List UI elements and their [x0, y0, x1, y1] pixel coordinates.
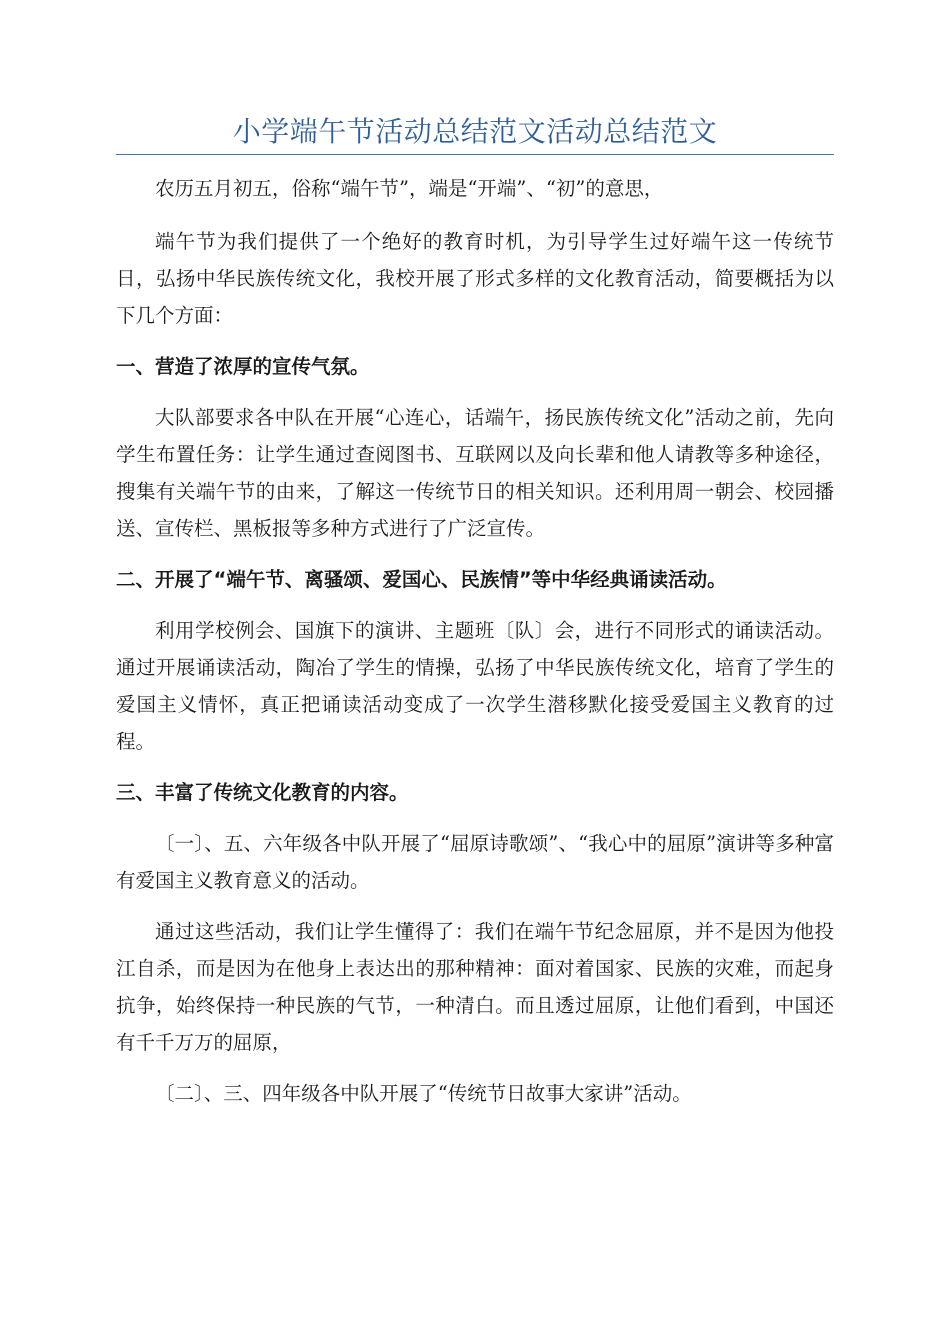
document-body [116, 170, 834, 1112]
document-title: 小学端午节活动总结范文活动总结范文 [232, 115, 718, 148]
paragraph-intro: 农历五月初五，俗称“端午节”，端是“开端”、“初”的意思， [155, 177, 664, 200]
paragraph-section-1: 大队部要求各中队在开展“心连心，话端午，扬民族传统文化”活动之前，先向学生布置任务：让学生通过查阅图书、互联网以及向长辈和他人请教等多种途径，搜集有关端午节的由来，了解这一传统节日的相关知识。还利用周一朝会、校园播送、宣传栏、黑板报等多种方式进行了广泛宣传。 [116, 406, 834, 540]
section-heading-3: 三、丰富了传统文化教育的内容。 [116, 781, 409, 804]
paragraph-item-1: 〔一〕、五、六年级各中队开展了“屈原诗歌颂”、“我心中的屈原”演讲等多种富有爱国主义教育意义的活动。 [116, 832, 834, 892]
section-heading-2: 二、开展了“端午节、离骚颂、爱国心、民族情”等中华经典诵读活动。 [116, 568, 727, 591]
section-heading-1: 一、营造了浓厚的宣传气氛。 [116, 355, 370, 378]
paragraph-item-1-detail: 通过这些活动，我们让学生懂得了：我们在端午节纪念屈原，并不是因为他投江自杀，而是因为在他身上表达出的那种精神：面对着国家、民族的灾难，而起身抗争，始终保持一种民族的气节，一种清白。而且透过屈原，让他们看到，中国还有千千万万的屈原， [116, 920, 834, 1054]
paragraph-section-2: 利用学校例会、国旗下的演讲、主题班〔队〕会，进行不同形式的诵读活动。通过开展诵读活动，陶冶了学生的情操，弘扬了中华民族传统文化，培育了学生的爱国主义情怀，真正把诵读活动变成了一次学生潜移默化接受爱国主义教育的过程。 [116, 619, 834, 753]
paragraph-overview: 端午节为我们提供了一个绝好的教育时机，为引导学生过好端午这一传统节日，弘扬中华民族传统文化，我校开展了形式多样的文化教育活动，简要概括为以下几个方面： [116, 230, 834, 327]
paragraph-item-2: 〔二〕、三、四年级各中队开展了“传统节日故事大家讲”活动。 [155, 1082, 692, 1105]
title-underline [116, 154, 834, 155]
